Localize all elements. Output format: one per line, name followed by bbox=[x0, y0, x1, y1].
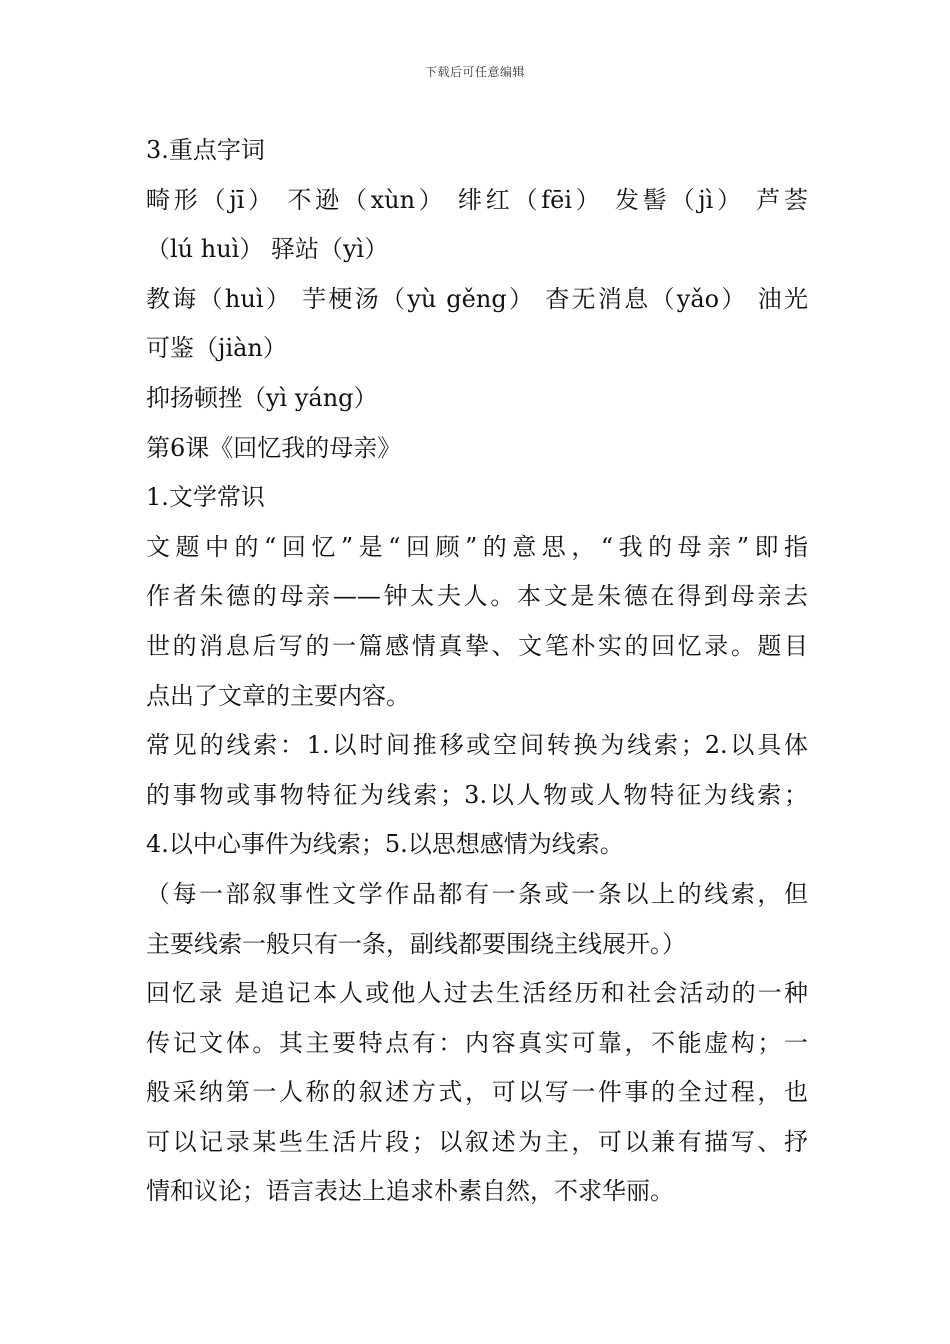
text-line: 的事物或事物特征为线索；3.以人物或人物特征为线索； bbox=[146, 780, 808, 809]
text-line: 文题中的“回忆”是“回顾”的意思，“我的母亲”即指 bbox=[146, 532, 808, 561]
text-line: 般采纳第一人称的叙述方式，可以写一件事的全过程，也 bbox=[146, 1078, 808, 1107]
text-line: 4.以中心事件为线索；5.以思想感情为线索。 bbox=[146, 830, 624, 859]
text-line: 情和议论；语言表达上追求朴素自然，不求华丽。 bbox=[146, 1177, 674, 1206]
text-line: 作者朱德的母亲——钟太夫人。本文是朱德在得到母亲去 bbox=[146, 582, 808, 611]
text-line: （lú huì） 驿站（yì） bbox=[146, 235, 389, 264]
text-line: 常见的线索：1.以时间推移或空间转换为线索；2.以具体 bbox=[146, 731, 808, 760]
page-header: 下载后可任意编辑 bbox=[424, 65, 525, 79]
lesson-title: 第6课《回忆我的母亲》 bbox=[146, 433, 402, 462]
text-line: 点出了文章的主要内容。 bbox=[146, 681, 410, 710]
text-line: 畸形（jī） 不逊（xùn） 绯红（fēi） 发髻（jì） 芦荟 bbox=[146, 185, 808, 214]
text-line: （每一部叙事性文学作品都有一条或一条以上的线索，但 bbox=[146, 879, 808, 908]
text-line: 主要线索一般只有一条，副线都要围绕主线展开。） bbox=[146, 929, 686, 958]
text-line: 回忆录 是追记本人或他人过去生活经历和社会活动的一种 bbox=[146, 979, 808, 1008]
text-line: 可鉴（jiàn） bbox=[146, 334, 287, 363]
document-body bbox=[146, 126, 808, 1217]
text-line: 传记文体。其主要特点有：内容真实可靠，不能虚构；一 bbox=[146, 1028, 808, 1057]
text-line: 抑扬顿挫（yì yáng） bbox=[146, 383, 378, 412]
heading-key-words: 3.重点字词 bbox=[146, 136, 265, 164]
text-line: 世的消息后写的一篇感情真挚、文笔朴实的回忆录。题目 bbox=[146, 631, 808, 660]
text-line: 可以记录某些生活片段；以叙述为主，可以兼有描写、抒 bbox=[146, 1127, 808, 1156]
heading-literary-knowledge: 1.文学常识 bbox=[146, 483, 265, 512]
text-line: 教诲（huì） 芋梗汤（yù gěng） 杳无消息（yǎo） 油光 bbox=[146, 284, 808, 313]
